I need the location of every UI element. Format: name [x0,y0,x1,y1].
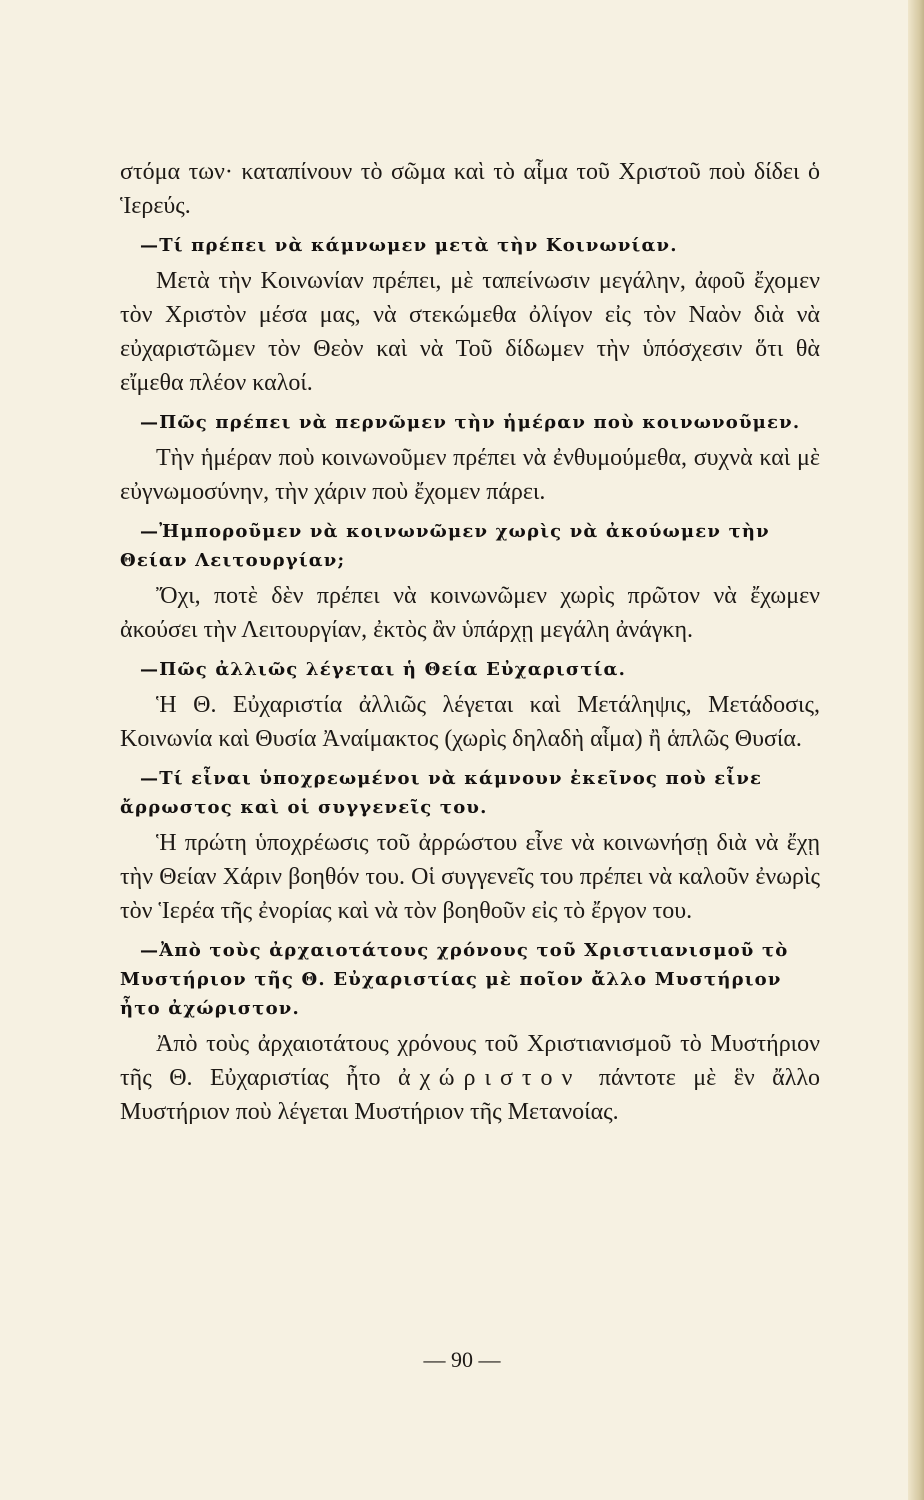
answer-paragraph-4: Ἡ Θ. Εὐχαριστία ἀλλιῶς λέγεται καὶ Μετάληψις, Μετάδοσις, Κοινωνία καὶ Θυσία Ἀναίμακτος (χωρὶς δηλαδὴ αἷμα) ἢ ἁπλῶς Θυσία. [120,692,820,752]
question-heading-3: —Ἠμποροῦμεν νὰ κοινωνῶμεν χωρὶς νὰ ἀκούωμεν τὴν Θείαν Λειτουργίαν; [120,521,770,571]
question-heading-4: —Πῶς ἀλλιῶς λέγεται ἡ Θεία Εὐχαριστία. [140,659,627,680]
page-body [120,155,820,1129]
page-number: — 90 — [423,1347,501,1372]
answer-6-start: Ἀπὸ τοὺς ἀρχαιοτάτους χρόνους τοῦ Χριστιανισμοῦ τὸ Μυστήριον τῆς Θ. Εὐχαριστίας ἦτο [120,1031,820,1091]
answer-6-spaced-word: ἀχώριστον [398,1065,582,1091]
answer-6-end: πάντοτε μὲ ἓν ἄλλο Μυστήριον ποὺ λέγεται Μυστήριον τῆς Μετανοίας. [120,1065,821,1125]
answer-paragraph-6 [120,1027,820,1129]
question-heading-6: —Ἀπὸ τοὺς ἀρχαιοτάτους χρόνους τοῦ Χριστιανισμοῦ τὸ Μυστήριον τῆς Θ. Εὐχαριστίας μὲ ποῖον ἄλλο Μυστήριον ἦτο ἀχώριστον. [120,940,789,1019]
answer-paragraph-1: Μετὰ τὴν Κοινωνίαν πρέπει, μὲ ταπείνωσιν μεγάλην, ἀφοῦ ἔχομεν τὸν Χριστὸν μέσα μας, νὰ στεκώμεθα ὀλίγον εἰς τὸν Ναὸν διὰ νὰ εὐχαριστῶμεν τὸν Θεὸν καὶ νὰ Τοῦ δίδωμεν τὴν ὑπόσχεσιν ὅτι θὰ εἴμεθα πλέον καλοί. [120,268,820,396]
question-heading-1: —Τί πρέπει νὰ κάμνωμεν μετὰ τὴν Κοινωνίαν. [140,235,678,256]
answer-paragraph-5: Ἡ πρώτη ὑποχρέωσις τοῦ ἀρρώστου εἶνε νὰ κοινωνήσῃ διὰ νὰ ἔχῃ τὴν Θείαν Χάριν βοηθόν του. Οἱ συγγενεῖς του πρέπει νὰ καλοῦν ἐνωρὶς τὸν Ἱερέα τῆς ἐνορίας καὶ νὰ τὸν βοηθοῦν εἰς τὸ ἔργον του. [120,830,820,924]
question-heading-5: —Τί εἶναι ὑποχρεωμένοι νὰ κάμνουν ἐκεῖνος ποὺ εἶνε ἄρρωστος καὶ οἱ συγγενεῖς του. [120,768,763,818]
question-heading-2: —Πῶς πρέπει νὰ περνῶμεν τὴν ἡμέραν ποὺ κοινωνοῦμεν. [140,412,801,433]
answer-paragraph-3: Ὄχι, ποτὲ δὲν πρέπει νὰ κοινωνῶμεν χωρὶς πρῶτον νὰ ἔχωμεν ἀκούσει τὴν Λειτουργίαν, ἐκτὸς ἂν ὑπάρχῃ μεγάλη ἀνάγκη. [120,583,820,643]
page-spine-edge [908,0,924,1500]
answer-paragraph-2: Τὴν ἡμέραν ποὺ κοινωνοῦμεν πρέπει νὰ ἐνθυμούμεθα, συχνὰ καὶ μὲ εὐγνωμοσύνην, τὴν χάριν ποὺ ἔχομεν πάρει. [120,445,820,505]
paragraph-continued: στόμα των· καταπίνουν τὸ σῶμα καὶ τὸ αἷμα τοῦ Χριστοῦ ποὺ δίδει ὁ Ἱερεύς. [120,159,820,219]
